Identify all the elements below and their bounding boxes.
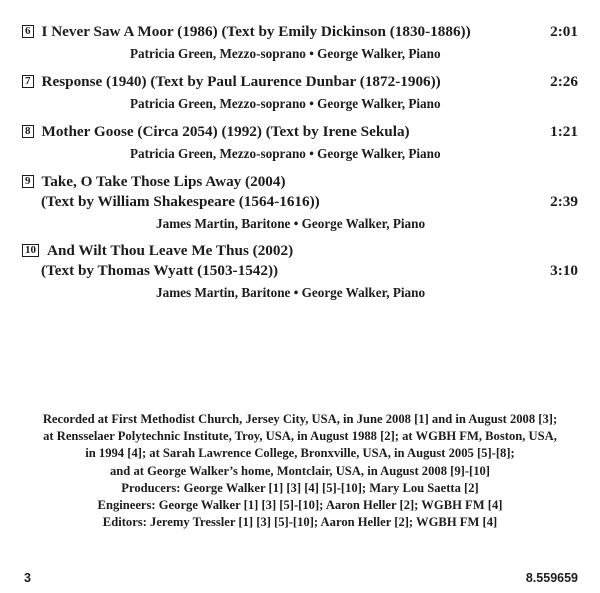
track-title: I Never Saw A Moor (1986) (Text by Emily Dickinson (1830-1886)) <box>41 23 471 40</box>
track-duration: 2:26 <box>550 73 578 90</box>
track-title: Response (1940) (Text by Paul Laurence Dunbar (1872-1906)) <box>41 73 441 90</box>
track-title-continued: (Text by Thomas Wyatt (1503-1542)) <box>41 262 279 279</box>
engineers-line: Engineers: George Walker [1] [3] [5]-[10]; Aaron Heller [2]; WGBH FM [4] <box>97 498 503 513</box>
recorded-line: at Rensselaer Polytechnic Institute, Troy, USA, in August 1988 [2]; at WGBH FM, Boston, USA, <box>43 429 557 444</box>
track-title-line <box>22 23 578 43</box>
recording-credits <box>10 411 590 531</box>
track-title-line <box>22 123 578 143</box>
editors-line: Editors: Jeremy Tressler [1] [3] [5]-[10]; Aaron Heller [2]; WGBH FM [4] <box>102 515 498 530</box>
track-title-line <box>22 193 578 213</box>
track-duration: 1:21 <box>550 123 578 140</box>
track-title: And Wilt Thou Leave Me Thus (2002) <box>47 242 294 259</box>
track-number-box: 9 <box>22 175 34 188</box>
track-title-line <box>22 73 578 93</box>
track-number-box: 6 <box>22 25 34 38</box>
track-9 <box>22 173 578 233</box>
producers-line: Producers: George Walker [1] [3] [4] [5]-[10]; Mary Lou Saetta [2] <box>121 480 479 495</box>
track-6 <box>22 23 578 63</box>
track-performers: Patricia Green, Mezzo-soprano • George Walker, Piano <box>130 146 441 161</box>
track-number-box: 8 <box>22 125 34 138</box>
track-performers: Patricia Green, Mezzo-soprano • George Walker, Piano <box>130 46 441 61</box>
track-number-box: 7 <box>22 75 34 88</box>
track-performers: Patricia Green, Mezzo-soprano • George Walker, Piano <box>130 96 441 111</box>
page-number: 3 <box>24 571 31 585</box>
track-performers: James Martin, Baritone • George Walker, Piano <box>156 216 426 231</box>
track-title-continued: (Text by William Shakespeare (1564-1616)) <box>41 193 320 210</box>
track-title-line <box>22 262 578 282</box>
track-title-line <box>22 242 578 262</box>
track-title-line <box>22 173 578 193</box>
track-duration: 3:10 <box>550 262 578 279</box>
catalog-number: 8.559659 <box>525 571 578 585</box>
track-duration: 2:39 <box>550 193 578 210</box>
track-title: Mother Goose (Circa 2054) (1992) (Text by Irene Sekula) <box>41 123 410 140</box>
track-7 <box>22 73 578 113</box>
track-performers: James Martin, Baritone • George Walker, Piano <box>156 285 426 300</box>
track-duration: 2:01 <box>550 23 578 40</box>
track-10 <box>22 242 578 302</box>
recorded-line: and at George Walker’s home, Montclair, USA, in August 2008 [9]-[10] <box>109 463 490 478</box>
track-number-box: 10 <box>22 244 39 257</box>
recorded-line: Recorded at First Methodist Church, Jersey City, USA, in June 2008 [1] and in August 2008 [3]; <box>42 412 558 426</box>
recorded-line: in 1994 [4]; at Sarah Lawrence College, Bronxville, USA, in August 2005 [5]-[8]; <box>85 446 515 461</box>
track-title: Take, O Take Those Lips Away (2004) <box>41 173 286 190</box>
track-8 <box>22 123 578 163</box>
